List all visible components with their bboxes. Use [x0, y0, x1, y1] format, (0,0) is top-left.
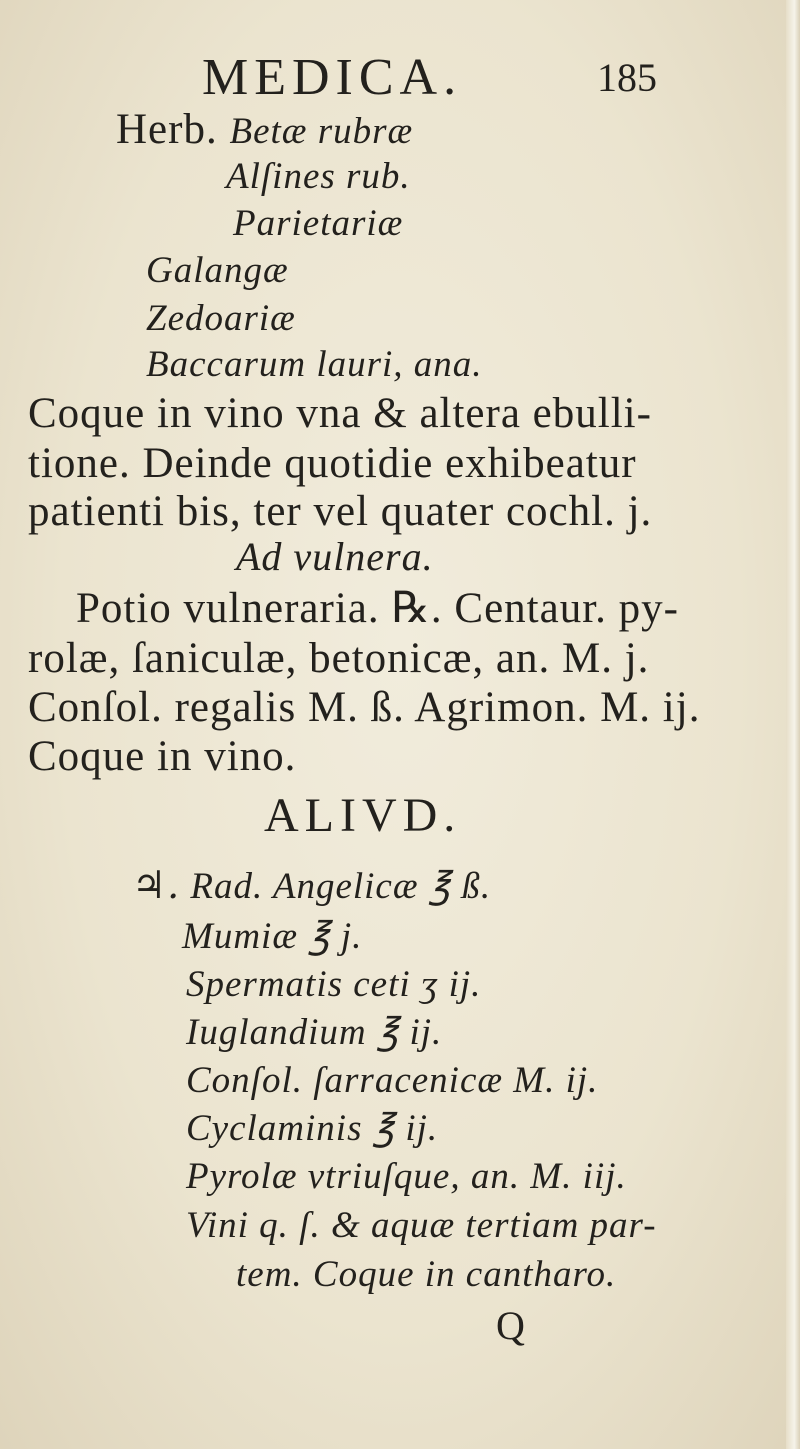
- paragraph-line: rolæ, ſaniculæ, betonicæ, an. M. j.: [28, 635, 650, 682]
- ingredient: Zedoariæ: [146, 298, 296, 339]
- page-edge: [786, 0, 800, 1449]
- paragraph-line: Coque in vino vna & altera ebulli-: [28, 390, 652, 437]
- recipe-line: Spermatis ceti ʒ ij.: [186, 964, 482, 1005]
- recipe-line: Pyrolæ vtriuſque, an. M. iij.: [186, 1156, 627, 1197]
- catchword: Q: [496, 1303, 526, 1348]
- ingredient: Galangæ: [146, 250, 289, 291]
- recipe-line: Iuglandium ℥ ij.: [186, 1012, 443, 1053]
- recipe-line: ♃. Rad. Angelicæ ℥ ß.: [132, 863, 492, 907]
- ingredient: Parietariæ: [233, 203, 404, 244]
- running-header: MEDICA.: [202, 49, 463, 106]
- page-number: 185: [597, 55, 657, 100]
- paragraph-line: Potio vulneraria. ℞. Centaur. py-: [76, 585, 679, 632]
- paragraph-line: tione. Deinde quotidie exhibeatur: [28, 440, 637, 487]
- recipe-line: Vini q. ſ. & aquæ tertiam par-: [186, 1205, 657, 1246]
- ingredient: Alſines rub.: [226, 156, 411, 197]
- paragraph-line: Conſol. regalis M. ß. Agrimon. M. ij.: [28, 684, 701, 731]
- subheading: ALIVD.: [264, 789, 462, 842]
- paragraph-line: Coque in vino.: [28, 733, 297, 780]
- recipe-line: Cyclaminis ℥ ij.: [186, 1108, 439, 1149]
- text-line: [116, 108, 413, 151]
- recipe-line: Conſol. ſarracenicæ M. ij.: [186, 1060, 599, 1101]
- herb-label: Herb.: [116, 106, 218, 153]
- ingredient: Baccarum lauri, ana.: [146, 344, 483, 385]
- ingredient: Betæ rubræ: [229, 111, 414, 152]
- paragraph-line: patienti bis, ter vel quater cochl. j.: [28, 488, 653, 535]
- recipe-line: tem. Coque in cantharo.: [236, 1254, 617, 1295]
- section-heading: Ad vulnera.: [236, 534, 434, 579]
- recipe-line: Mumiæ ℥ j.: [182, 916, 363, 957]
- jupiter-symbol: ♃.: [132, 863, 181, 907]
